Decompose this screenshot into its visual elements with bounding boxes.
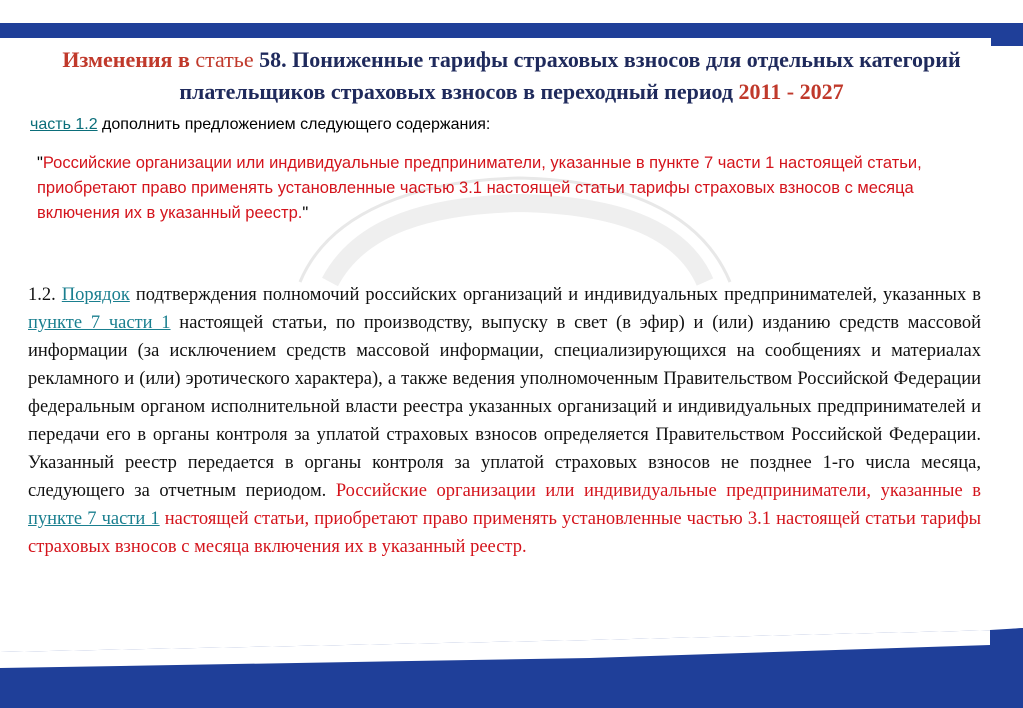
article-red-text-2: настоящей статьи, приобретают право применять установленные частью 3.1 настоящей статьи тарифы страховых взносов с месяца включения их в указанный реестр. [28,509,981,557]
article-text-1: подтверждения полномочий российских организаций и индивидуальных предпринимателей, указанных в [129,285,981,305]
article-link-order[interactable]: Порядок [61,285,130,305]
title-changes: Изменения в [62,47,190,72]
intro-text: дополнить предложением следующего содержания: [97,116,491,133]
bottom-footer-band [0,600,1023,708]
quote-text: Российские организации или индивидуальные предприниматели, указанные в пункте 7 части 1 настоящей статьи, приобретают право применять установленные частью 3.1 настоящей статьи тарифы страховых взносов с месяца включения их в указанный реестр. [37,154,922,222]
article-number: 1.2. [28,285,62,305]
article-red-text-1: Российские организации или индивидуальные предприниматели, указанные в [335,481,981,501]
article-link-clause-2[interactable]: пункте 7 части 1 [28,509,160,529]
quoted-amendment [37,151,987,226]
intro-part-link[interactable]: часть 1.2 [30,116,98,133]
article-link-clause[interactable]: пункте 7 части 1 [28,313,171,333]
quote-open-mark: " [37,154,43,172]
article-paragraph [28,281,981,561]
title-main: 58. Пониженные тарифы страховых взносов для отдельных категорий плательщиков страховых взносов в переходный период [179,47,961,104]
quote-close-mark: " [302,204,309,222]
article-text-2: настоящей статьи, по производству, выпуску в свет (в эфир) и (или) изданию средств массовой информации (за исключением средств массовой информации, специализирующихся на сообщениях и материалах рекламного и (или) эротического характера), а также ведения уполномоченным Правительством Российской Федерации федеральным органом исполнительной власти реестра указанных организаций и индивидуальных предпринимателей и передачи его в органы контроля за уплатой страховых взносов определяется Правительством Российской Федерации. Указанный реестр передается в органы контроля за уплатой страховых взносов не позднее 1-го числа месяца, следующего за отчетным периодом. [28,313,981,501]
slide-title [20,44,1003,108]
title-years: 2011 - 2027 [738,79,844,104]
intro-line [30,116,990,134]
title-article-word: статье [195,47,254,72]
